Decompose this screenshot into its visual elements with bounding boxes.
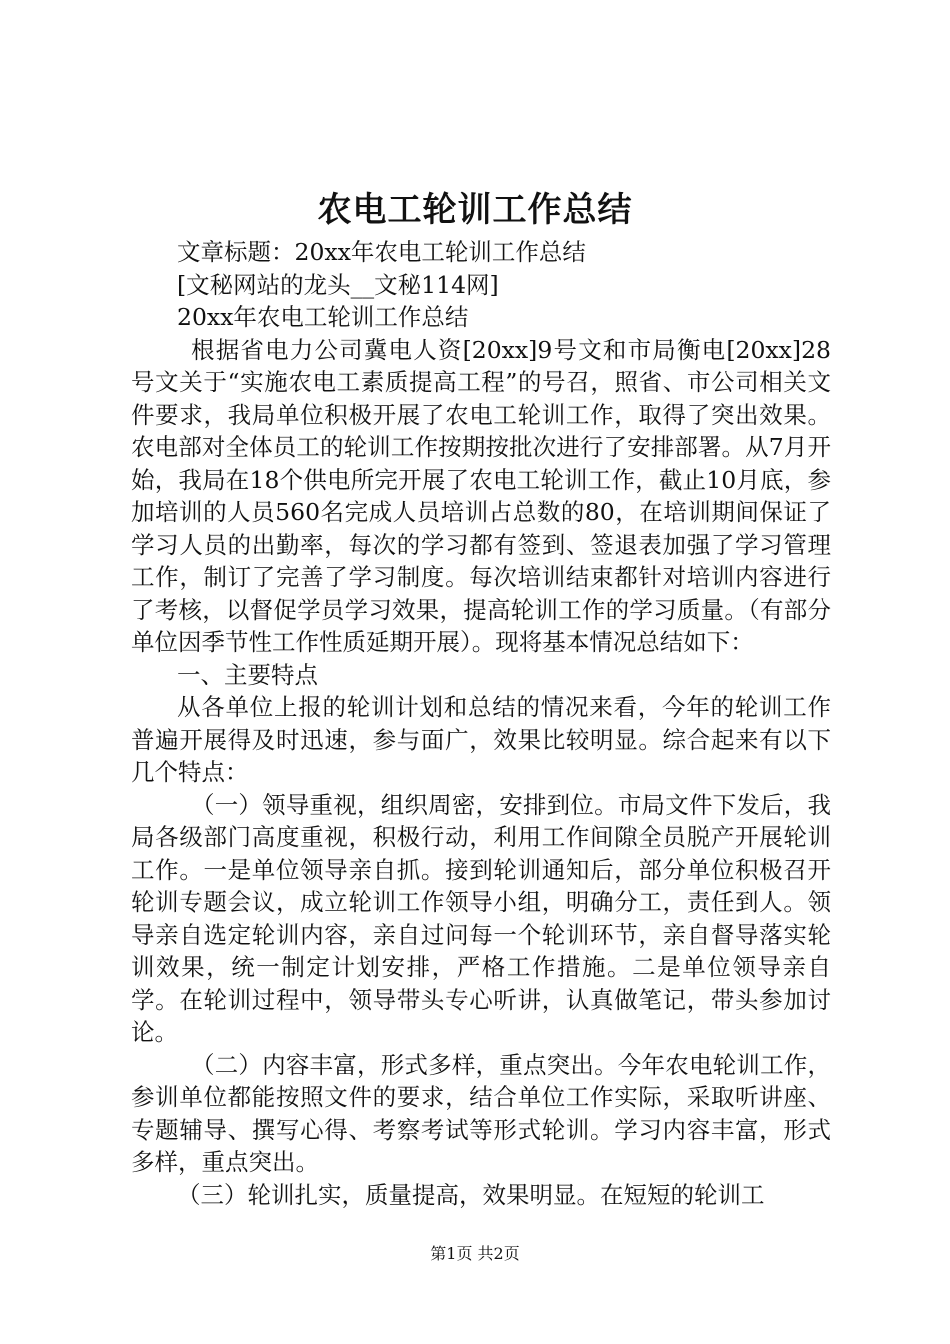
document-title: 农电工轮训工作总结 — [317, 190, 633, 230]
paragraph-point-2: （二）内容丰富，形式多样，重点突出。今年农电轮训工作，参训单位都能按照文件的要求，结合单位工作实际，采取听讲座、专题辅导、撰写心得、考察考试等形式轮训。学习内容丰富，形式多样，重点突出。 — [131, 1050, 831, 1176]
paragraph-point-3: （三）轮训扎实，质量提高，效果明显。在短短的轮训工 — [177, 1180, 765, 1209]
document-body — [131, 236, 831, 1211]
subtitle-line: 20xx年农电工轮训工作总结 — [177, 303, 469, 331]
article-title-line: 文章标题：20xx年农电工轮训工作总结 — [177, 238, 586, 266]
source-line: [文秘网站的龙头__文秘114网] — [177, 270, 499, 299]
paragraph-overview: 从各单位上报的轮训计划和总结的情况来看，今年的轮训工作普遍开展得及时迅速，参与面广，效果比较明显。综合起来有以下几个特点： — [131, 693, 831, 786]
section-heading-main-features: 一、主要特点 — [177, 660, 318, 689]
paragraph-intro: 根据省电力公司冀电人资[20xx]9号文和市局衡电[20xx]28号文关于“实施农电工素质提高工程”的号召，照省、市公司相关文件要求，我局单位积极开展了农电工轮训工作，取得了突出效果。农电部对全体员工的轮训工作按期按批次进行了安排部署。从7月开始，我局在18个供电所完开展了农电工轮训工作，截止10月底，参加培训的人员560名完成人员培训占总数的80，在培训期间保证了学习人员的出勤率，每次的学习都有签到、签退表加强了学习管理工作，制订了完善了学习制度。每次培训结束都针对培训内容进行了考核，以督促学员学习效果，提高轮训工作的学习质量。（有部分单位因季节性工作性质延期开展）。现将基本情况总结如下： — [131, 335, 831, 656]
paragraph-point-1: （一）领导重视，组织周密，安排到位。市局文件下发后，我局各级部门高度重视，积极行动，利用工作间隙全员脱产开展轮训工作。一是单位领导亲自抓。接到轮训通知后，部分单位积极召开轮训专题会议，成立轮训工作领导小组，明确分工，责任到人。领导亲自选定轮训内容，亲自过问每一个轮训环节，亲自督导落实轮训效果，统一制定计划安排，严格工作措施。二是单位领导亲自学。在轮训过程中，领导带头专心听讲，认真做笔记，带头参加讨论。 — [131, 790, 831, 1046]
page-footer: 第1页 共2页 — [430, 1244, 520, 1263]
